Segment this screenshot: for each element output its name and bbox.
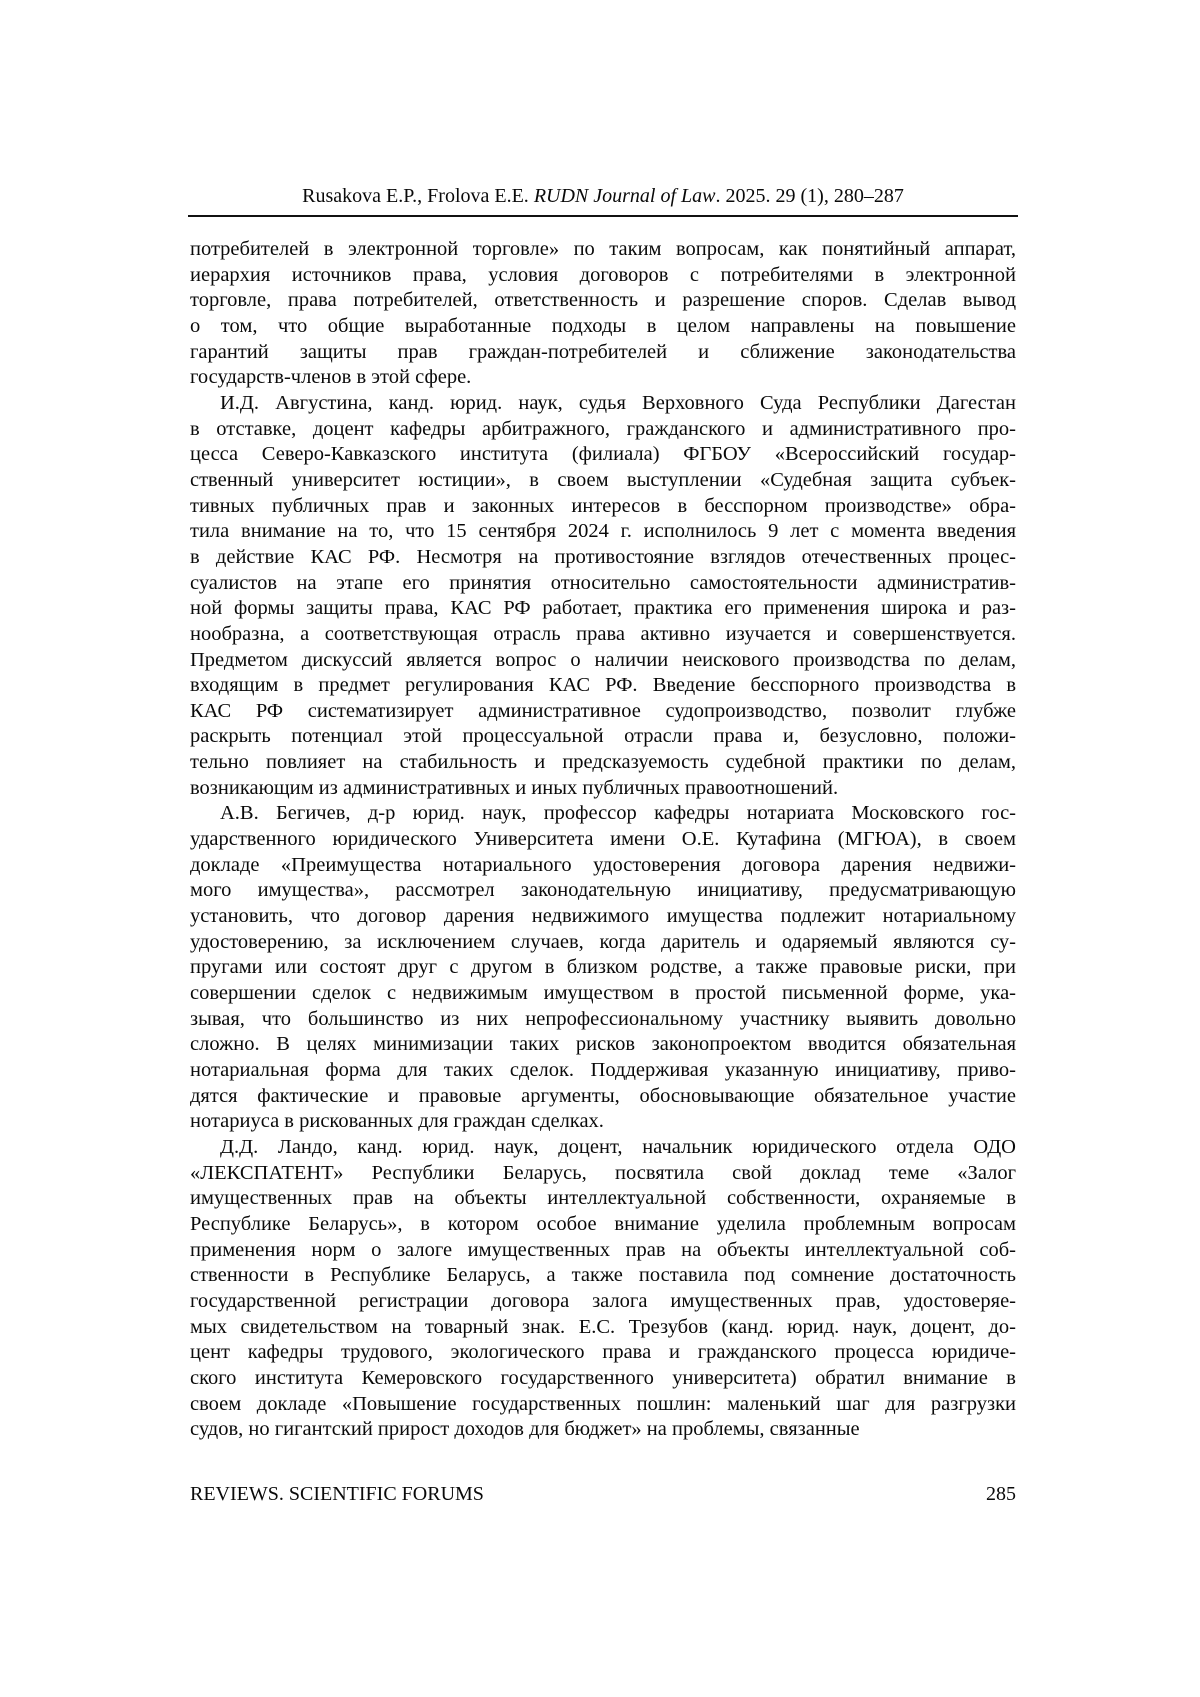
text-line: пругами или состоят друг с другом в близком родстве, а также правовые риски, при xyxy=(190,956,1016,979)
text-line: Д.Д. Ландо, канд. юрид. наук, доцент, начальник юридического отдела ОДО xyxy=(220,1135,1016,1158)
text-line: в действие КАС РФ. Несмотря на противостояние взглядов отечественных процес- xyxy=(190,545,1016,568)
text-line: дятся фактические и правовые аргументы, обосновывающие обязательное участие xyxy=(190,1084,1016,1107)
paragraph xyxy=(190,237,1016,391)
text-line: государств-членов в этой сфере. xyxy=(190,366,472,389)
text-line: Республике Беларусь», в котором особое внимание уделила проблемным вопросам xyxy=(190,1212,1016,1235)
text-line: сложно. В целях минимизации таких рисков законопроектом вводится обязательная xyxy=(190,1033,1016,1056)
text-line: нотариальная форма для таких сделок. Поддерживая указанную инициативу, приво- xyxy=(190,1059,1016,1081)
paragraph xyxy=(190,801,1016,1135)
text-line: иерархия источников права, условия договоров с потребителями в электронной xyxy=(190,263,1016,286)
text-line: ственности в Республике Беларусь, а также поставила под сомнение достаточность xyxy=(190,1264,1016,1287)
text-line: КАС РФ систематизирует административное судопроизводство, позволит глубже xyxy=(190,699,1016,722)
text-line: мого имущества», рассмотрел законодательную инициативу, предусматривающую xyxy=(190,879,1016,902)
text-line: совершении сделок с недвижимым имуществом в простой письменной форме, ука- xyxy=(190,982,1016,1005)
text-line: ского института Кемеровского государственного университета) обратил внимание в xyxy=(190,1366,1016,1389)
running-header-citation: . 2025. 29 (1), 280–287 xyxy=(715,185,904,207)
text-line: потребителей в электронной торговле» по таким вопросам, как понятийный аппарат, xyxy=(190,238,1016,260)
text-line: тельно повлияет на стабильность и предсказуемость судебной практики по делам, xyxy=(190,751,1016,774)
text-line: нотариуса в рискованных для граждан сделках. xyxy=(190,1110,604,1133)
text-line: тила внимание на то, что 15 сентября 2024 г. исполнилось 9 лет с момента введения xyxy=(190,520,1016,543)
text-line: своем докладе «Повышение государственных пошлин: маленький шаг для разгрузки xyxy=(190,1392,1016,1415)
text-line: входящим в предмет регулирования КАС РФ. Введение бесспорного производства в xyxy=(190,674,1016,697)
paragraph xyxy=(190,1135,1016,1443)
text-line: цесса Северо-Кавказского института (филиала) ФГБОУ «Всероссийский государ- xyxy=(190,443,1016,466)
text-line: тивных публичных прав и законных интересов в бесспорном производстве» обра- xyxy=(190,494,1016,517)
text-line: Предметом дискуссий является вопрос о наличии неискового производства по делам, xyxy=(190,648,1016,671)
text-line: мых свидетельством на товарный знак. Е.С. Трезубов (канд. юрид. наук, доцент, до- xyxy=(190,1315,1016,1338)
running-header-authors: Rusakova E.P., Frolova E.E. xyxy=(302,185,534,207)
text-line: А.В. Бегичев, д-р юрид. наук, профессор кафедры нотариата Московского гос- xyxy=(220,802,1016,825)
paragraphs-container xyxy=(190,237,1016,1443)
text-line: «ЛЕКСПАТЕНТ» Республики Беларусь, посвятила свой доклад теме «Залог xyxy=(190,1161,1016,1184)
text-line: имущественных прав на объекты интеллектуальной собственности, охраняемые в xyxy=(190,1187,1016,1210)
text-line: торговле, права потребителей, ответственность и разрешение споров. Сделав вывод xyxy=(190,289,1016,312)
running-header-journal-title: RUDN Journal of Law xyxy=(533,185,716,207)
text-line: судов, но гигантский прирост доходов для бюджет» на проблемы, связанные xyxy=(190,1418,860,1441)
text-line: в отставке, доцент кафедры арбитражного, гражданского и административного про- xyxy=(190,417,1016,440)
text-line: нообразна, а соответствующая отрасль права активно изучается и совершенствуется. xyxy=(190,622,1016,645)
text-line: ственный университет юстиции», в своем выступлении «Судебная защита субъек- xyxy=(190,468,1016,491)
text-line: государственной регистрации договора залога имущественных прав, удостоверяе- xyxy=(190,1289,1016,1312)
text-line: ударственного юридического Университета имени О.Е. Кутафина (МГЮА), в своем xyxy=(190,828,1016,851)
text-line: зывая, что большинство из них непрофессиональному участнику выявить довольно xyxy=(190,1007,1016,1030)
text-line: ной формы защиты права, КАС РФ работает, практика его применения широка и раз- xyxy=(190,597,1016,620)
page-number: 285 xyxy=(986,1483,1016,1505)
footer-section-title: REVIEWS. SCIENTIFIC FORUMS xyxy=(190,1483,484,1505)
text-line: о том, что общие выработанные подходы в целом направлены на повышение xyxy=(190,314,1016,337)
text-line: гарантий защиты прав граждан-потребителей и сближение законодательства xyxy=(190,340,1016,363)
text-line: раскрыть потенциал этой процессуальной отрасли права и, безусловно, положи- xyxy=(190,725,1016,748)
running-header xyxy=(190,184,1016,208)
paragraph xyxy=(190,391,1016,802)
text-line: суалистов на этапе его принятия относительно самостоятельности административ- xyxy=(190,571,1016,594)
page-footer xyxy=(190,1483,1016,1506)
text-line: удостоверению, за исключением случаев, когда даритель и одаряемый являются су- xyxy=(190,930,1016,953)
header-rule xyxy=(188,215,1018,217)
text-line: И.Д. Августина, канд. юрид. наук, судья Верховного Суда Республики Дагестан xyxy=(220,391,1016,414)
article-body xyxy=(190,237,1016,1443)
text-line: установить, что договор дарения недвижимого имущества подлежит нотариальному xyxy=(190,905,1016,928)
text-line: докладе «Преимущества нотариального удостоверения договора дарения недвижи- xyxy=(190,853,1016,876)
text-line: возникающим из административных и иных публичных правоотношений. xyxy=(190,776,839,799)
text-line: применения норм о залоге имущественных прав на объекты интеллектуальной соб- xyxy=(190,1238,1016,1261)
text-line: цент кафедры трудового, экологического права и гражданского процесса юридиче- xyxy=(190,1341,1016,1364)
